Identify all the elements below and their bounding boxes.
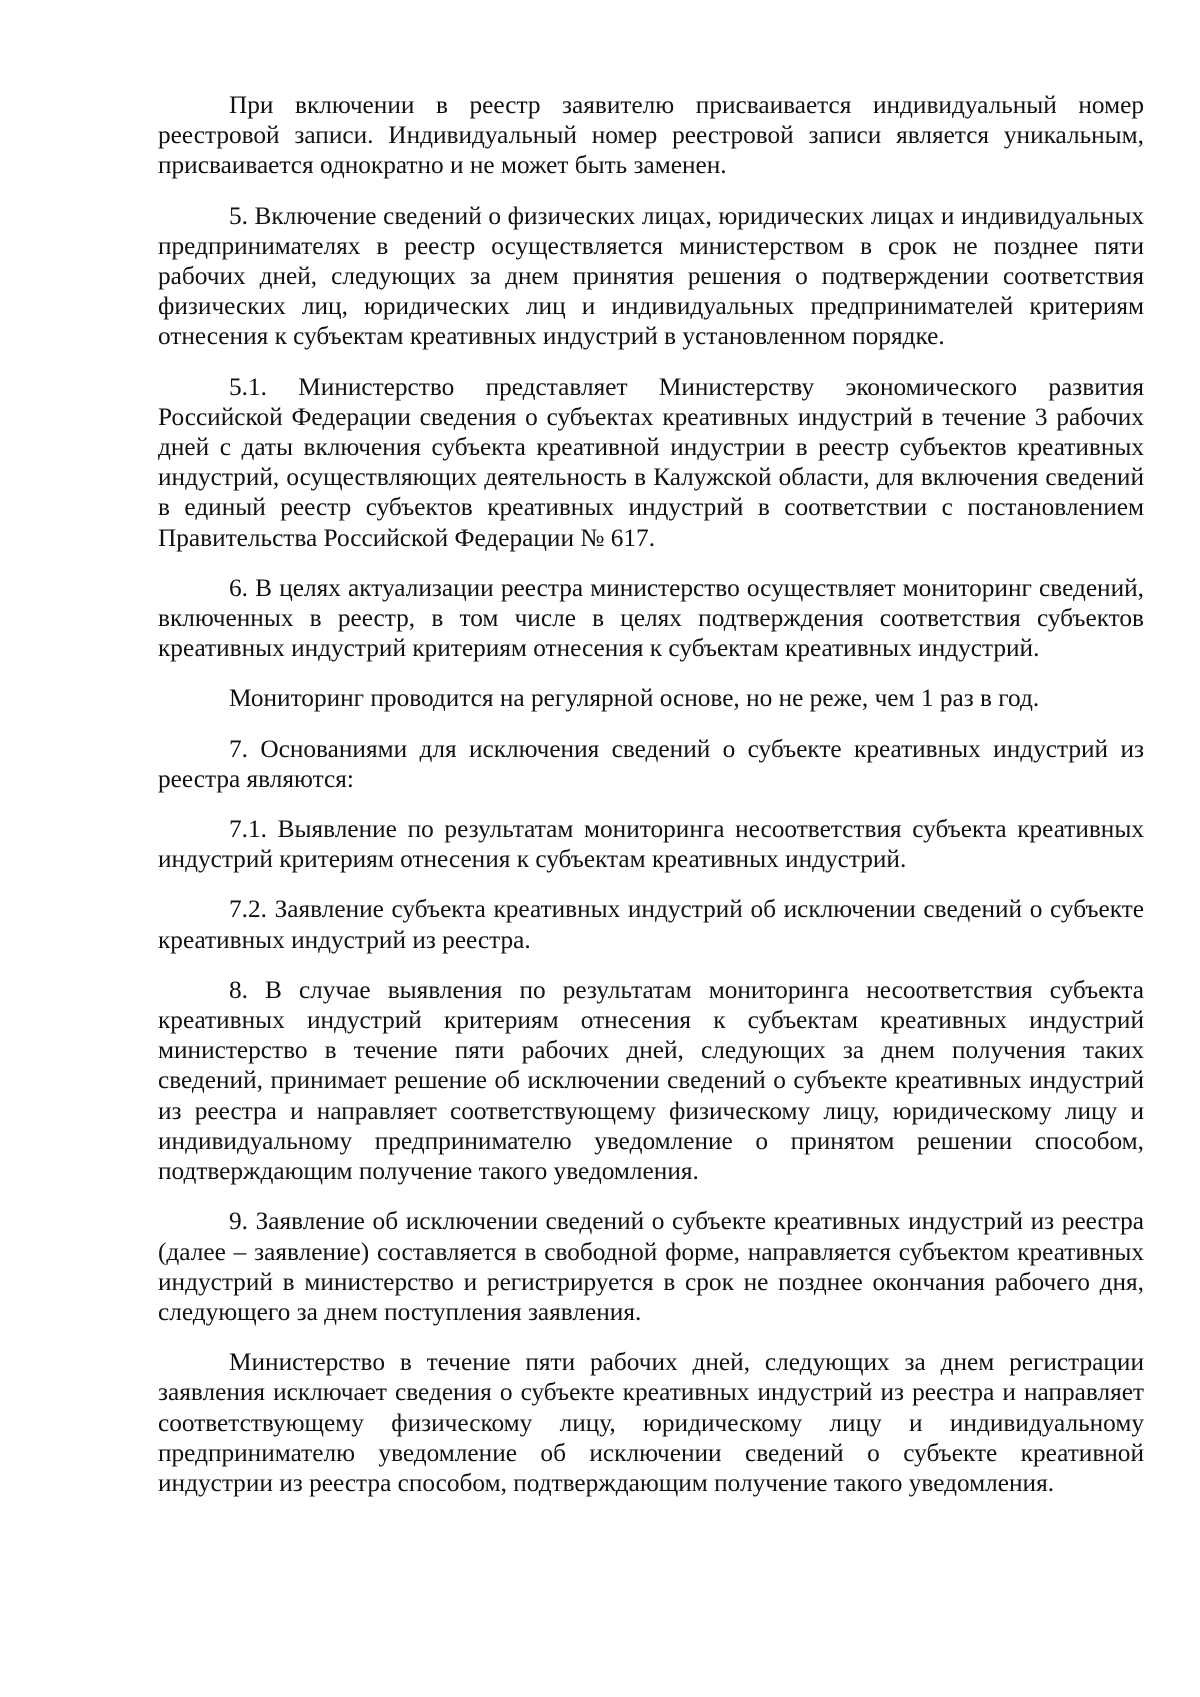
paragraph-7: 7. Основаниями для исключения сведений о субъекте креативных индустрий из реестра являются: [158,734,1144,793]
paragraph-registry-number: При включении в реестр заявителю присваивается индивидуальный номер реестровой записи. Индивидуальный номер реестровой записи является уникальным, присваивается однократно и не может быть заменен. [158,91,1144,180]
paragraph-5-1: 5.1. Министерство представляет Министерству экономического развития Российской Федерации сведения о субъектах креативных индустрий в течение 3 рабочих дней с даты включения субъекта креативной индустрии в реестр субъектов креативных индустрий, осуществляющих деятельность в Калужской области, для включения сведений в единый реестр субъектов креативных индустрий в соответствии с постановлением Правительства Российской Федерации № 617. [158,372,1144,552]
paragraph-9: 9. Заявление об исключении сведений о субъекте креативных индустрий из реестра (далее – заявление) составляется в свободной форме, направляется субъектом креативных индустрий в министерство и регистрируется в срок не позднее окончания рабочего дня, следующего за днем поступления заявления. [158,1207,1144,1326]
paragraph-5: 5. Включение сведений о физических лицах, юридических лицах и индивидуальных предпринимателях в реестр осуществляется министерством в срок не позднее пяти рабочих дней, следующих за днем принятия решения о подтверждении соответствия физических лиц, юридических лиц и индивидуальных предпринимателей критериям отнесения к субъектам креативных индустрий в установленном порядке. [158,201,1144,351]
paragraph-monitoring: Мониторинг проводится на регулярной основе, но не реже, чем 1 раз в год. [229,684,1040,713]
paragraph-7-2: 7.2. Заявление субъекта креативных индустрий об исключении сведений о субъекте креативных индустрий из реестра. [158,895,1144,954]
paragraph-8: 8. В случае выявления по результатам мониторинга несоответствия субъекта креативных индустрий критериям отнесения к субъектам креативных индустрий министерство в течение пяти рабочих дней, следующих за днем получения таких сведений, принимает решение об исключении сведений о субъекте креативных индустрий из реестра и направляет соответствующему физическому лицу, юридическому лицу и индивидуальному предпринимателю уведомление о принятом решении способом, подтверждающим получение такого уведомления. [158,975,1144,1186]
document-body [158,90,1144,1518]
paragraph-ministry-exclusion: Министерство в течение пяти рабочих дней, следующих за днем регистрации заявления исключает сведения о субъекте креативных индустрий из реестра и направляет соответствующему физическому лицу, юридическому лицу и индивидуальному предпринимателю уведомление об исключении сведений о субъекте креативной индустрии из реестра способом, подтверждающим получение такого уведомления. [158,1348,1144,1497]
paragraph-6: 6. В целях актуализации реестра министерство осуществляет мониторинг сведений, включенных в реестр, в том числе в целях подтверждения соответствия субъектов креативных индустрий критериям отнесения к субъектам креативных индустрий. [158,573,1144,663]
paragraph-7-1: 7.1. Выявление по результатам мониторинга несоответствия субъекта креативных индустрий критериям отнесения к субъектам креативных индустрий. [158,815,1144,874]
